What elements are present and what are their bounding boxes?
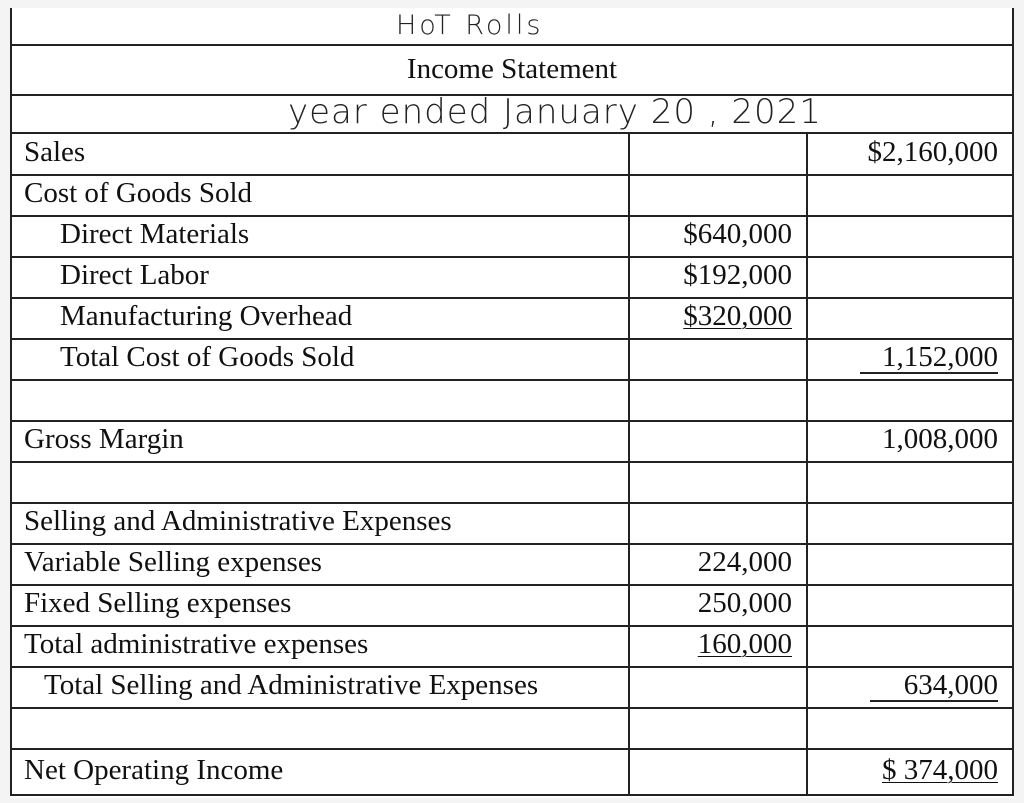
row-label-fixed-selling: Fixed Selling expenses <box>24 587 292 619</box>
rule <box>10 44 1014 46</box>
rule <box>10 8 12 796</box>
manufacturing-overhead-amount-wrap <box>622 300 792 332</box>
row-label-direct-materials: Direct Materials <box>60 218 250 250</box>
total-sa-amount-wrap <box>818 669 998 702</box>
rule <box>10 625 1014 627</box>
rule <box>10 707 1014 709</box>
income-statement-sheet <box>10 8 1014 798</box>
rule <box>10 502 1014 504</box>
total-admin-amount: 160,000 <box>697 628 792 660</box>
statement-title: Income Statement <box>406 53 618 85</box>
rule <box>10 297 1014 299</box>
direct-materials-amount: $640,000 <box>683 218 792 250</box>
total-sa-amount: 634,000 <box>870 670 998 702</box>
rule <box>10 461 1014 463</box>
net-operating-income-wrap <box>818 754 998 786</box>
rule <box>10 338 1014 340</box>
row-label-sa-expenses: Selling and Administrative Expenses <box>24 505 452 537</box>
row-label-sales: Sales <box>24 136 86 168</box>
net-operating-income-amount: $ 374,000 <box>882 754 998 786</box>
row-label-variable-selling: Variable Selling expenses <box>24 546 322 578</box>
rule <box>10 420 1014 422</box>
sales-amount: $2,160,000 <box>867 136 998 168</box>
row-label-total-admin: Total administrative expenses <box>24 628 369 660</box>
row-label-total-sa: Total Selling and Administrative Expenses <box>44 669 539 701</box>
rule <box>10 666 1014 668</box>
total-admin-amount-wrap <box>622 628 792 660</box>
rule <box>1012 8 1014 796</box>
variable-selling-amount: 224,000 <box>697 546 792 578</box>
row-label-total-cogs: Total Cost of Goods Sold <box>60 341 355 373</box>
rule <box>10 132 1014 134</box>
rule <box>10 748 1014 750</box>
rule <box>10 174 1014 176</box>
total-cogs-amount-wrap <box>818 341 998 374</box>
statement-period: year ended January 20 , 2021 <box>288 92 822 132</box>
row-label-gross-margin: Gross Margin <box>24 423 184 455</box>
row-label-cogs: Cost of Goods Sold <box>24 177 253 209</box>
rule <box>10 543 1014 545</box>
fixed-selling-amount: 250,000 <box>697 587 792 619</box>
total-cogs-amount: 1,152,000 <box>860 342 998 374</box>
row-label-direct-labor: Direct Labor <box>60 259 209 291</box>
row-label-net-operating-income: Net Operating Income <box>24 754 284 786</box>
row-label-manufacturing-overhead: Manufacturing Overhead <box>60 300 353 332</box>
rule <box>10 256 1014 258</box>
rule <box>10 584 1014 586</box>
rule <box>806 132 808 796</box>
company-name: HoT Rolls <box>396 10 544 41</box>
rule <box>10 215 1014 217</box>
rule <box>10 794 1014 796</box>
rule <box>10 379 1014 381</box>
direct-labor-amount: $192,000 <box>683 259 792 291</box>
gross-margin-amount: 1,008,000 <box>882 423 998 455</box>
manufacturing-overhead-amount: $320,000 <box>683 300 792 332</box>
